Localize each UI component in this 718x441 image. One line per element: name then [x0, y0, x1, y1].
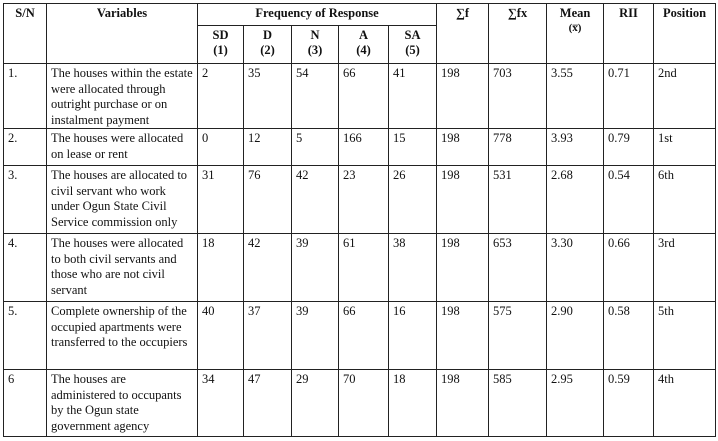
- cell-sd: 40: [198, 302, 244, 370]
- header-mean: [547, 4, 604, 64]
- table-row: [4, 129, 716, 166]
- header-mean-label: Mean: [559, 6, 591, 20]
- cell-a: 66: [339, 64, 389, 129]
- cell-sum-fx: 703: [489, 64, 547, 129]
- cell-sa: 18: [389, 370, 437, 437]
- cell-d: 37: [244, 302, 292, 370]
- cell-sd: 2: [198, 64, 244, 129]
- cell-sum-fx: 585: [489, 370, 547, 437]
- header-sum-fx: ∑fx: [489, 4, 547, 64]
- header-sa: [389, 26, 437, 64]
- cell-position: 5th: [654, 302, 716, 370]
- cell-position: 6th: [654, 166, 716, 234]
- cell-sa: 26: [389, 166, 437, 234]
- cell-n: 5: [292, 129, 339, 166]
- cell-a: 166: [339, 129, 389, 166]
- cell-sum-fx: 531: [489, 166, 547, 234]
- cell-position: 4th: [654, 370, 716, 437]
- header-sa-label: SA: [404, 28, 421, 42]
- cell-sn: 6: [4, 370, 47, 437]
- cell-sa: 15: [389, 129, 437, 166]
- cell-d: 76: [244, 166, 292, 234]
- cell-sa: 16: [389, 302, 437, 370]
- cell-n: 42: [292, 166, 339, 234]
- header-sum-f: ∑f: [437, 4, 489, 64]
- header-sd-weight: (1): [213, 43, 228, 57]
- cell-sum-f: 198: [437, 64, 489, 129]
- header-rii: RII: [604, 4, 654, 64]
- cell-d: 42: [244, 234, 292, 302]
- cell-sn: 3.: [4, 166, 47, 234]
- cell-a: 66: [339, 302, 389, 370]
- cell-sd: 34: [198, 370, 244, 437]
- cell-sum-fx: 575: [489, 302, 547, 370]
- frequency-of-response-table: [3, 3, 716, 437]
- cell-sum-f: 198: [437, 166, 489, 234]
- cell-sum-f: 198: [437, 234, 489, 302]
- table-row: [4, 302, 716, 370]
- table-row: [4, 234, 716, 302]
- header-a: [339, 26, 389, 64]
- cell-mean: 2.90: [547, 302, 604, 370]
- cell-a: 70: [339, 370, 389, 437]
- cell-sum-f: 198: [437, 129, 489, 166]
- table-row: [4, 370, 716, 437]
- cell-sd: 0: [198, 129, 244, 166]
- cell-position: 1st: [654, 129, 716, 166]
- cell-d: 12: [244, 129, 292, 166]
- cell-a: 23: [339, 166, 389, 234]
- header-d: [244, 26, 292, 64]
- cell-sn: 5.: [4, 302, 47, 370]
- cell-rii: 0.79: [604, 129, 654, 166]
- header-sd: [198, 26, 244, 64]
- header-n: [292, 26, 339, 64]
- cell-a: 61: [339, 234, 389, 302]
- header-variables: Variables: [47, 4, 198, 64]
- cell-sa: 41: [389, 64, 437, 129]
- table-body: [4, 64, 716, 437]
- cell-position: 3rd: [654, 234, 716, 302]
- header-frequency-of-response: Frequency of Response: [198, 4, 437, 26]
- cell-d: 35: [244, 64, 292, 129]
- header-n-label: N: [310, 28, 320, 42]
- cell-n: 54: [292, 64, 339, 129]
- cell-position: 2nd: [654, 64, 716, 129]
- table-row: [4, 64, 716, 129]
- cell-mean: 2.95: [547, 370, 604, 437]
- header-d-label: D: [262, 28, 273, 42]
- cell-variable: The houses were allocated on lease or rent: [47, 129, 198, 166]
- table-row: [4, 166, 716, 234]
- header-mean-symbol: (x̅): [568, 21, 582, 34]
- cell-sn: 4.: [4, 234, 47, 302]
- cell-mean: 3.30: [547, 234, 604, 302]
- cell-rii: 0.66: [604, 234, 654, 302]
- header-sn: S/N: [4, 4, 47, 64]
- cell-rii: 0.71: [604, 64, 654, 129]
- cell-sum-fx: 778: [489, 129, 547, 166]
- cell-variable: The houses are administered to occupants by the Ogun state government agency: [47, 370, 198, 437]
- cell-mean: 3.93: [547, 129, 604, 166]
- cell-n: 29: [292, 370, 339, 437]
- header-a-label: A: [358, 28, 369, 42]
- cell-sn: 2.: [4, 129, 47, 166]
- table-header: [4, 4, 716, 64]
- cell-rii: 0.58: [604, 302, 654, 370]
- cell-mean: 2.68: [547, 166, 604, 234]
- cell-sn: 1.: [4, 64, 47, 129]
- header-a-weight: (4): [356, 43, 371, 57]
- table-container: [3, 3, 716, 437]
- header-sd-label: SD: [212, 28, 229, 42]
- header-d-weight: (2): [260, 43, 275, 57]
- cell-rii: 0.54: [604, 166, 654, 234]
- cell-variable: The houses were allocated to both civil servants and those who are not civil servant: [47, 234, 198, 302]
- cell-sum-fx: 653: [489, 234, 547, 302]
- cell-sa: 38: [389, 234, 437, 302]
- cell-variable: The houses within the estate were allocated through outright purchase or on instalment payment: [47, 64, 198, 129]
- cell-n: 39: [292, 234, 339, 302]
- header-row-1: [4, 4, 716, 26]
- cell-sum-f: 198: [437, 370, 489, 437]
- header-position: Position: [654, 4, 716, 64]
- cell-variable: The houses are allocated to civil servant who work under Ogun State Civil Service commission only: [47, 166, 198, 234]
- cell-mean: 3.55: [547, 64, 604, 129]
- cell-sd: 18: [198, 234, 244, 302]
- cell-rii: 0.59: [604, 370, 654, 437]
- cell-sum-f: 198: [437, 302, 489, 370]
- cell-sd: 31: [198, 166, 244, 234]
- header-n-weight: (3): [307, 43, 323, 57]
- cell-n: 39: [292, 302, 339, 370]
- cell-variable: Complete ownership of the occupied apartments were transferred to the occupiers: [47, 302, 198, 370]
- cell-d: 47: [244, 370, 292, 437]
- header-sa-weight: (5): [405, 43, 420, 57]
